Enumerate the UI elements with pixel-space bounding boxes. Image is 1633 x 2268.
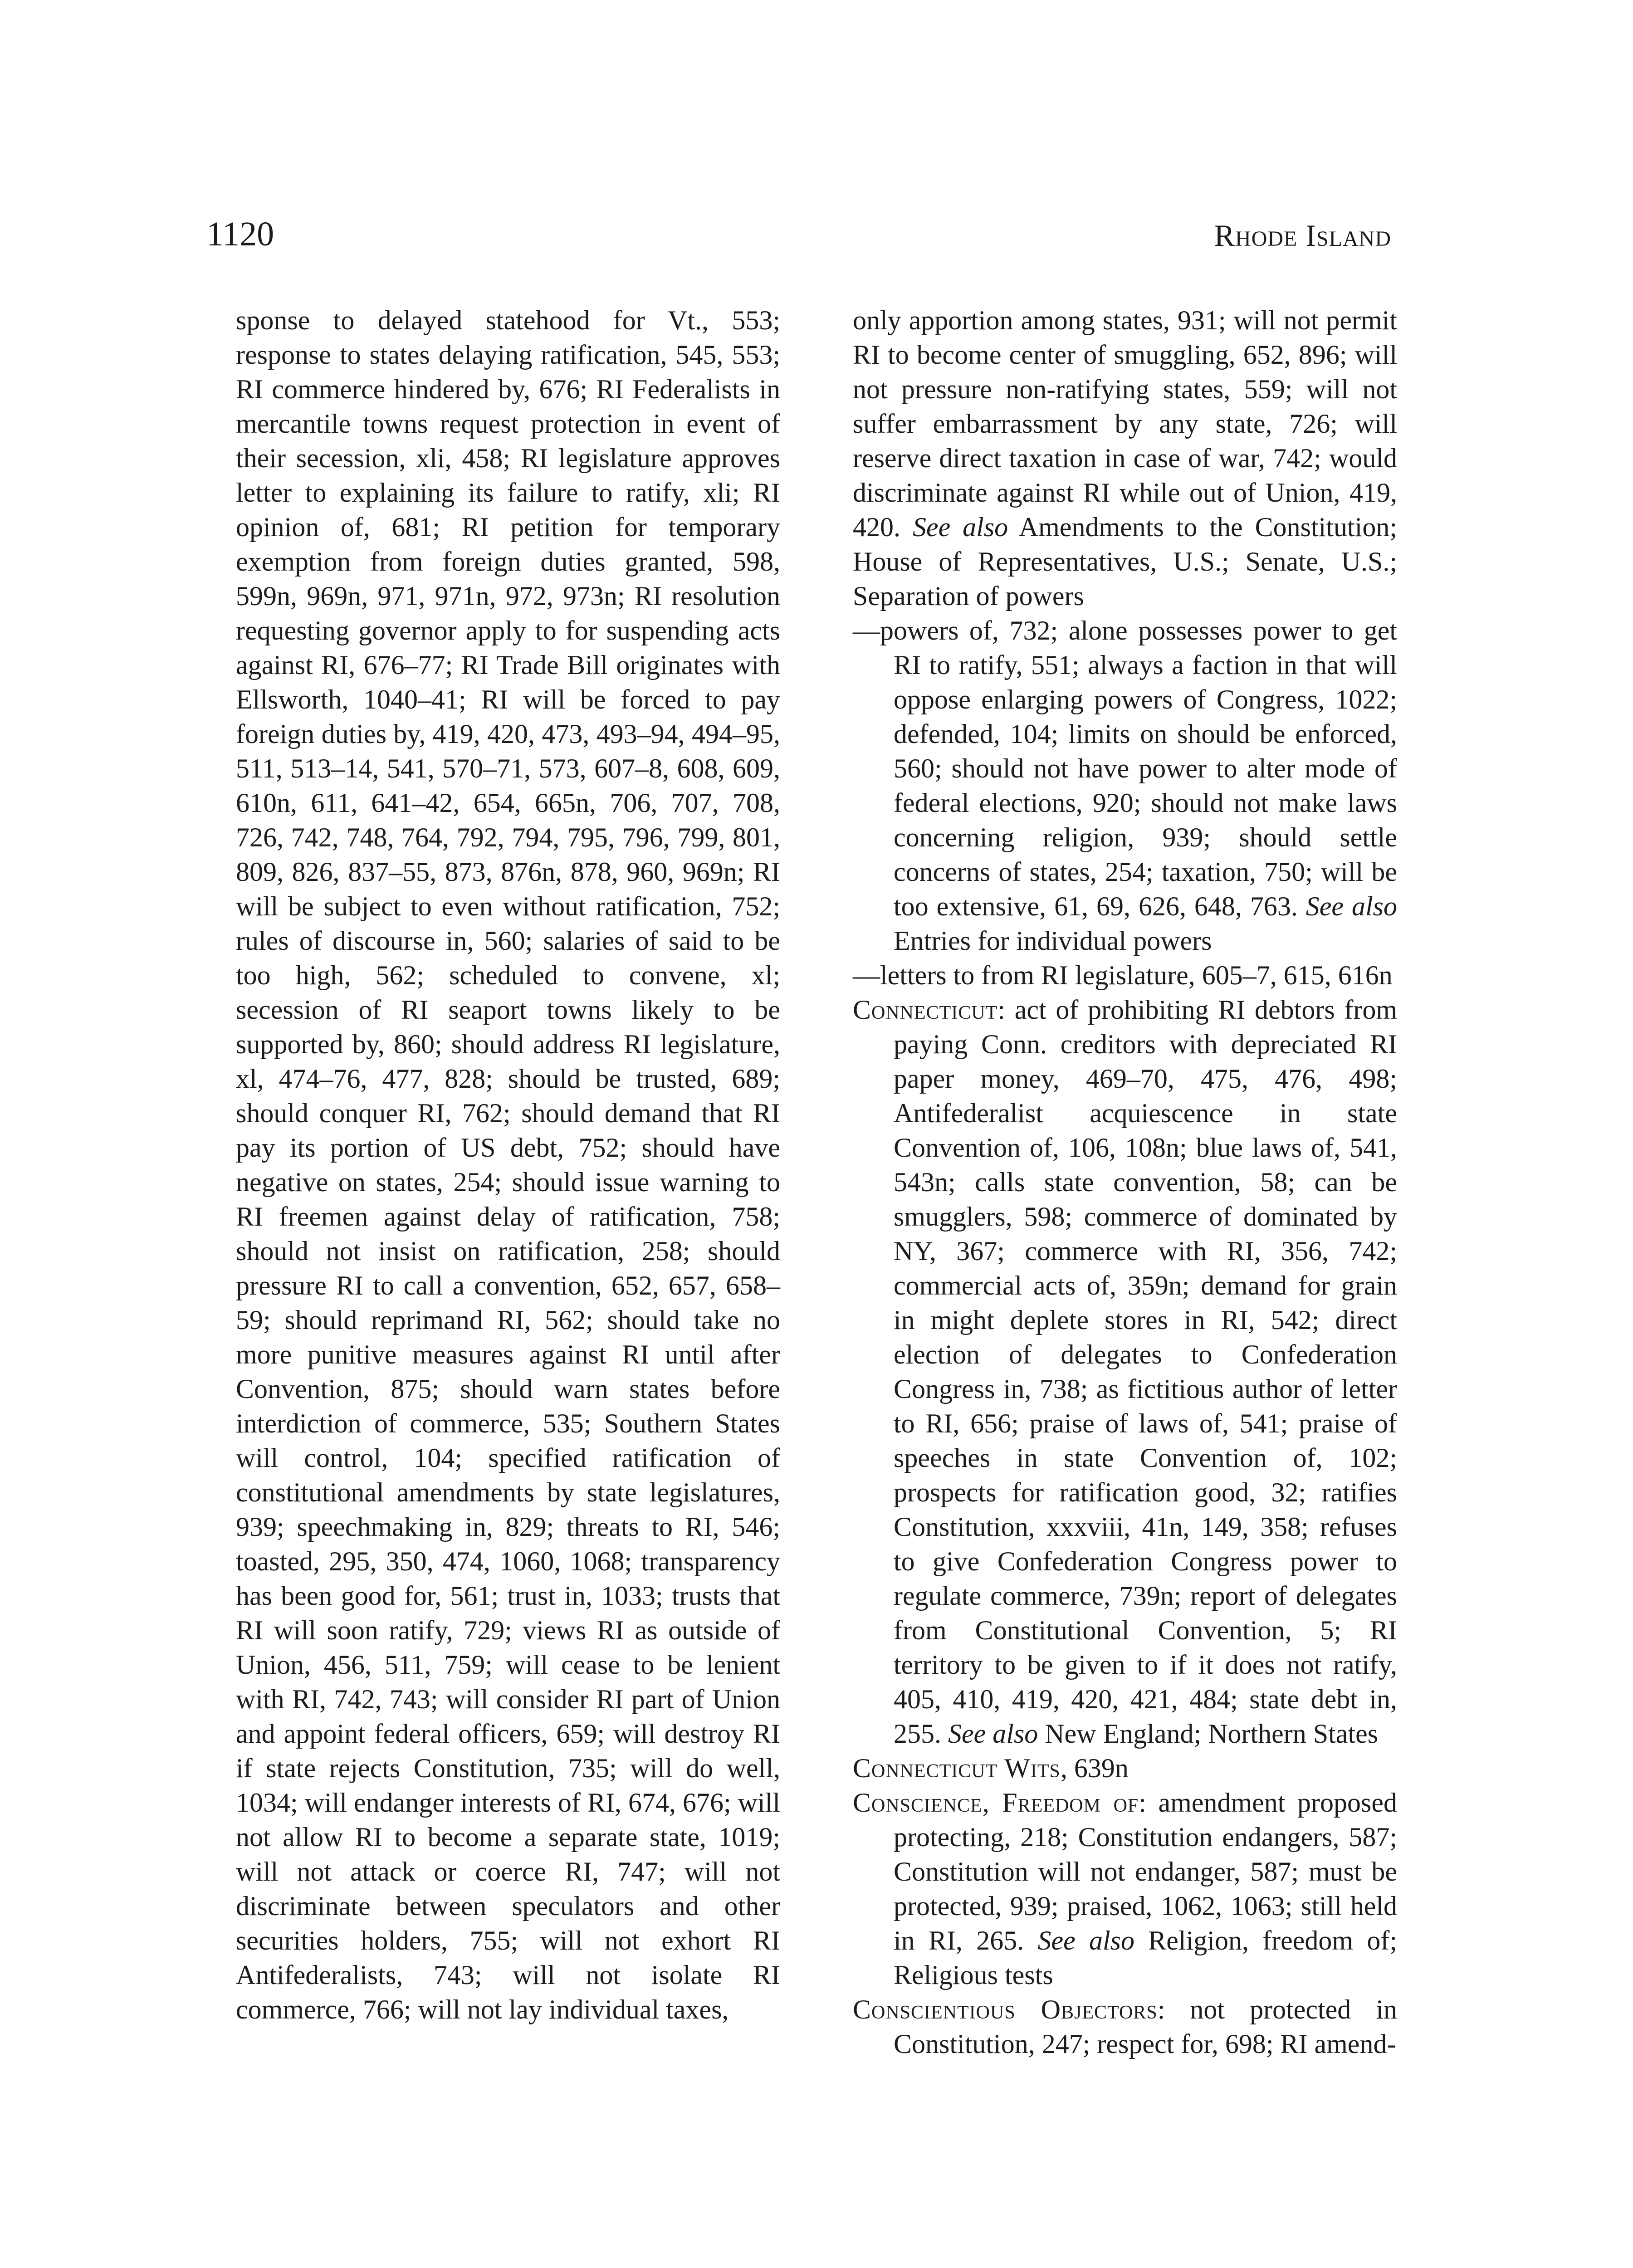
see-also-text: New England; Northern States	[1045, 1719, 1379, 1749]
entry-text: : not protected in Constitution, 247; respect for, 698; RI amend-	[894, 1994, 1397, 2059]
index-column-left	[236, 303, 780, 2027]
subentry-text: —letters to from RI legislature, 605–7, 615, 616n	[853, 960, 1393, 990]
entry-heading: Connecticut Wits	[853, 1753, 1061, 1783]
see-also-label: See also	[1305, 891, 1397, 921]
running-head: Rhode Island	[1214, 218, 1391, 253]
entry-text: : amendment proposed protecting, 218; Constitution endangers, 587; Constitution will not endanger, 587; must be protected, 939; praised, 1062, 1063; still held in RI, 265.	[894, 1788, 1397, 1955]
index-entry	[853, 992, 1397, 1751]
entry-text: only apportion among states, 931; will not permit RI to become center of smuggling, 652, 896; will not pressure non-ratifying states, 559; will not suffer embarrassment by any state, 726; will reserve direct taxation in case of war, 742; would discriminate against RI while out of Union, 419, 420.	[853, 305, 1397, 542]
index-entry	[853, 1751, 1397, 1785]
see-also-text: Entries for individual powers	[894, 926, 1212, 956]
index-column-right	[853, 303, 1397, 2061]
see-also-label: See also	[912, 512, 1008, 542]
see-also-text: Amendments to the Constitution; House of Representatives, U.S.; Senate, U.S.; Separation of powers	[853, 512, 1397, 611]
index-subentry	[853, 613, 1397, 958]
see-also-label: See also	[1037, 1926, 1135, 1955]
entry-heading: Connecticut	[853, 995, 998, 1025]
page-number: 1120	[206, 215, 274, 253]
see-also-text: Religion, freedom of; Religious tests	[894, 1926, 1398, 1990]
entry-heading: Conscience, Freedom of	[853, 1788, 1139, 1818]
index-entry	[853, 1992, 1397, 2061]
entry-heading: Conscientious Objectors	[853, 1994, 1158, 2024]
index-entry-continuation	[853, 303, 1397, 613]
index-entry	[853, 1785, 1397, 1992]
index-entry-continuation: sponse to delayed statehood for Vt., 553; response to states delaying ratification, 545, 553; RI commerce hindered by, 676; RI Federalists in mercantile towns request protection in event of their secession, xli, 458; RI legislature approves letter to explaining its failure to ratify, xli; RI opinion of, 681; RI petition for temporary exemption from foreign duties granted, 598, 599n, 969n, 971, 971n, 972, 973n; RI resolution requesting governor apply to for suspending acts against RI, 676–77; RI Trade Bill originates with Ellsworth, 1040–41; RI will be forced to pay foreign duties by, 419, 420, 473, 493–94, 494–95, 511, 513–14, 541, 570–71, 573, 607–8, 608, 609, 610n, 611, 641–42, 654, 665n, 706, 707, 708, 726, 742, 748, 764, 792, 794, 795, 796, 799, 801, 809, 826, 837–55, 873, 876n, 878, 960, 969n; RI will be subject to even without ratification, 752; rules of discourse in, 560; salaries of said to be too high, 562; scheduled to convene, xl; secession of RI seaport towns likely to be supported by, 860; should address RI legislature, xl, 474–76, 477, 828; should be trusted, 689; should conquer RI, 762; should demand that RI pay its portion of US debt, 752; should have negative on states, 254; should issue warning to RI freemen against delay of ratification, 758; should not insist on ratification, 258; should pressure RI to call a convention, 652, 657, 658–59; should reprimand RI, 562; should take no more punitive measures against RI until after Convention, 875; should warn states before interdiction of commerce, 535; Southern States will control, 104; specified ratification of constitutional amendments by state legislatures, 939; speechmaking in, 829; threats to RI, 546; toasted, 295, 350, 474, 1060, 1068; transparency has been good for, 561; trust in, 1033; trusts that RI will soon ratify, 729; views RI as outside of Union, 456, 511, 759; will cease to be lenient with RI, 742, 743; will consider RI part of Union and appoint federal officers, 659; will destroy RI if state rejects Constitution, 735; will do well, 1034; will endanger interests of RI, 674, 676; will not allow RI to become a separate state, 1019; will not attack or coerce RI, 747; will not discriminate between speculators and other securities holders, 755; will not exhort RI Antifederalists, 743; will not isolate RI commerce, 766; will not lay individual taxes,	[236, 305, 780, 2024]
index-subentry	[853, 958, 1397, 992]
see-also-label: See also	[948, 1719, 1038, 1749]
subentry-text: —powers of, 732; alone possesses power to get RI to ratify, 551; always a faction in that will oppose enlarging powers of Congress, 1022; defended, 104; limits on should be enforced, 560; should not have power to alter mode of federal elections, 920; should not make laws concerning religion, 939; should settle concerns of states, 254; taxation, 750; will be too extensive, 61, 69, 626, 648, 763.	[853, 616, 1397, 921]
entry-text: : act of prohibiting RI debtors from paying Conn. creditors with depreciated RI paper money, 469–70, 475, 476, 498; Antifederalist acquiescence in state Convention of, 106, 108n; blue laws of, 541, 543n; calls state convention, 58; can be smugglers, 598; commerce of dominated by NY, 367; commerce with RI, 356, 742; commercial acts of, 359n; demand for grain in might deplete stores in RI, 542; direct election of delegates to Confederation Congress in, 738; as fictitious author of letter to RI, 656; praise of laws of, 541; praise of speeches in state Convention of, 102; prospects for ratification good, 32; ratifies Constitution, xxxviii, 41n, 149, 358; refuses to give Confederation Congress power to regulate commerce, 739n; report of delegates from Constitutional Convention, 5; RI territory to be given to if it does not ratify, 405, 410, 419, 420, 421, 484; state debt in, 255.	[894, 995, 1397, 1749]
entry-text: , 639n	[1060, 1753, 1129, 1783]
